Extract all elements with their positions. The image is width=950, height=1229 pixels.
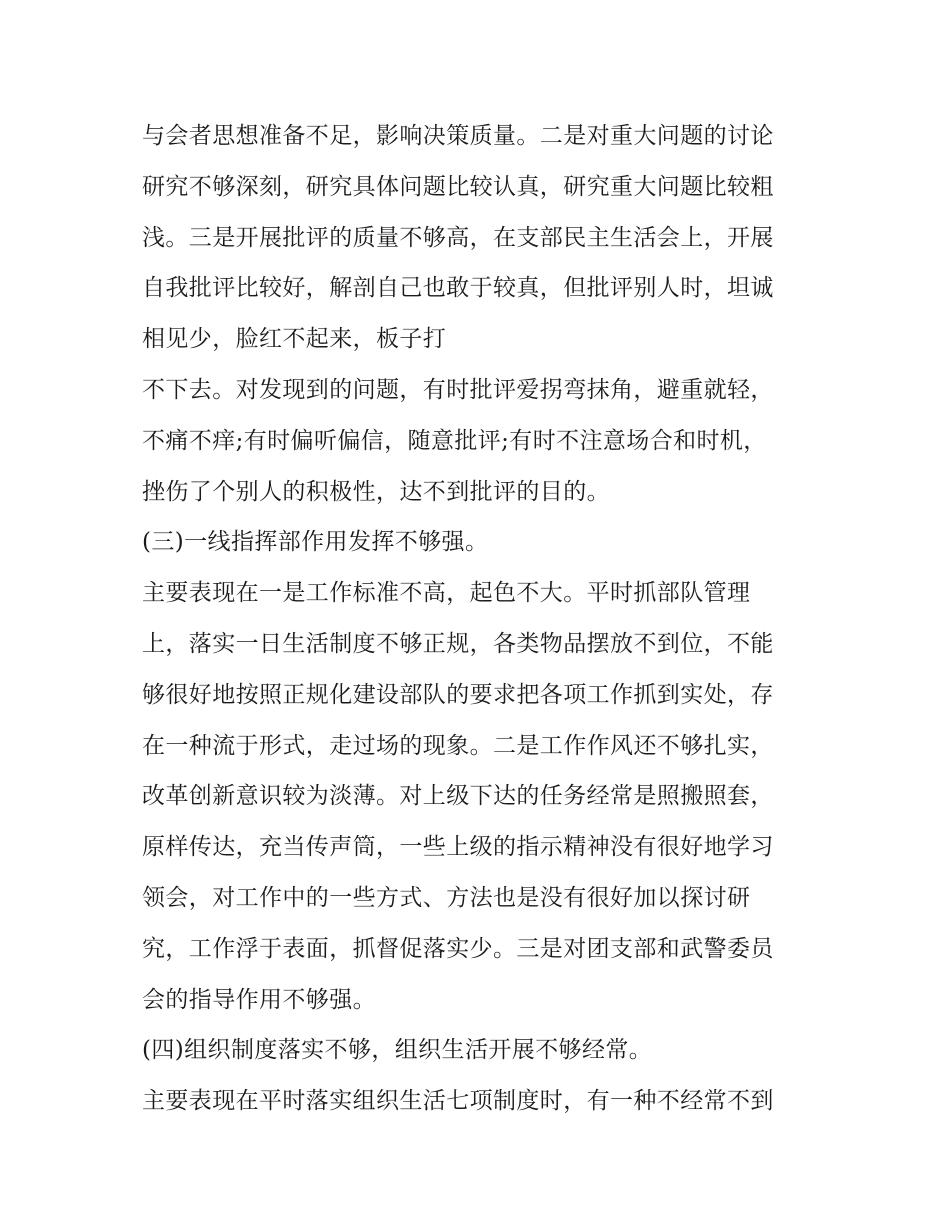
text-line: 够很好地按照正规化建设部队的要求把各项工作抓到实处，存 [142,681,774,708]
text-line: 相见少，脸红不起来，板子打 [142,326,447,353]
text-line: 主要表现在平时落实组织生活七项制度时，有一种不经常不到 [142,1088,774,1115]
text-line: 改革创新意识较为淡薄。对上级下达的任务经常是照搬照套， [142,783,774,810]
document-body [142,111,822,1127]
text-line: 主要表现在一是工作标准不高，起色不大。平时抓部队管理 [142,580,751,607]
section-heading: (四)组织制度落实不够，组织生活开展不够经常。 [142,1037,653,1064]
text-line: 不下去。对发现到的问题，有时批评爱拐弯抹角，避重就轻， [142,376,774,403]
text-line: 与会者思想准备不足，影响决策质量。二是对重大问题的讨论 [142,123,774,149]
text-line: 挫伤了个别人的积极性，达不到批评的目的。 [142,478,610,505]
text-line: 领会，对工作中的一些方式、方法也是没有很好加以探讨研 [142,884,751,911]
text-line: 自我批评比较好，解剖自己也敢于较真，但批评别人时，坦诚 [142,275,774,302]
text-line: 研究不够深刻，研究具体问题比较认真，研究重大问题比较粗 [142,173,774,200]
text-line: 浅。三是开展批评的质量不够高，在支部民主生活会上，开展 [142,224,774,251]
text-line: 原样传达，充当传声筒，一些上级的指示精神没有很好地学习 [142,834,774,861]
text-line: 不痛不痒;有时偏听偏信，随意批评;有时不注意场合和时机， [142,427,767,454]
text-line: 究，工作浮于表面，抓督促落实少。三是对团支部和武警委员 [142,935,774,962]
text-line: 在一种流于形式，走过场的现象。二是工作作风还不够扎实， [142,732,774,759]
text-line: 上，落实一日生活制度不够正规，各类物品摆放不到位，不能 [142,630,774,657]
text-line: 会的指导作用不够强。 [142,986,376,1013]
section-heading: (三)一线指挥部作用发挥不够强。 [142,529,489,556]
